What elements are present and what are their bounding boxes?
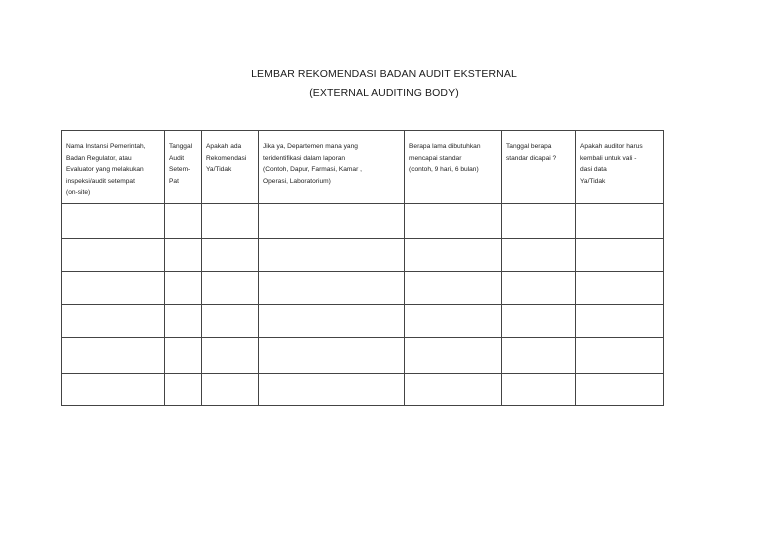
table-cell[interactable] xyxy=(165,304,202,337)
table-cell[interactable] xyxy=(62,373,165,405)
table-cell[interactable] xyxy=(202,337,259,373)
header-cell-audit-date: Tanggal Audit Setem- Pat xyxy=(165,131,202,204)
header-cell-institution: Nama Instansi Pemerintah, Badan Regulator, atau Evaluator yang melakukan inspeksi/audit setempat (on-site) xyxy=(62,131,165,204)
table-cell[interactable] xyxy=(576,238,664,271)
table-cell[interactable] xyxy=(259,337,405,373)
table-cell[interactable] xyxy=(502,373,576,405)
document-title: LEMBAR REKOMENDASI BADAN AUDIT EKSTERNAL xyxy=(251,68,517,80)
document-subtitle: (EXTERNAL AUDITING BODY) xyxy=(309,87,459,99)
table-cell[interactable] xyxy=(576,304,664,337)
table-cell[interactable] xyxy=(62,304,165,337)
table-cell[interactable] xyxy=(202,304,259,337)
header-cell-duration: Berapa lama dibutuhkan mencapai standar (contoh, 9 hari, 6 bulan) xyxy=(405,131,502,204)
table-cell[interactable] xyxy=(405,337,502,373)
table-cell[interactable] xyxy=(165,373,202,405)
table-cell[interactable] xyxy=(502,304,576,337)
table-cell[interactable] xyxy=(62,238,165,271)
table-cell[interactable] xyxy=(405,373,502,405)
table-row xyxy=(62,271,664,304)
header-cell-revalidation: Apakah auditor harus kembali untuk vali - dasi data Ya/Tidak xyxy=(576,131,664,204)
table-header-row xyxy=(62,131,664,204)
table-cell[interactable] xyxy=(165,238,202,271)
table-cell[interactable] xyxy=(576,271,664,304)
table-cell[interactable] xyxy=(202,373,259,405)
table-cell[interactable] xyxy=(259,304,405,337)
table-cell[interactable] xyxy=(259,373,405,405)
table-cell[interactable] xyxy=(502,271,576,304)
table-cell[interactable] xyxy=(165,203,202,238)
table-cell[interactable] xyxy=(259,271,405,304)
table-cell[interactable] xyxy=(405,238,502,271)
table-row xyxy=(62,304,664,337)
header-cell-standard-date: Tanggal berapa standar dicapai ? xyxy=(502,131,576,204)
table-cell[interactable] xyxy=(202,238,259,271)
table-row xyxy=(62,337,664,373)
table-row xyxy=(62,373,664,405)
table-cell[interactable] xyxy=(576,203,664,238)
table-cell[interactable] xyxy=(502,337,576,373)
header-cell-recommendation: Apakah ada Rekomendasi Ya/Tidak xyxy=(202,131,259,204)
table-cell[interactable] xyxy=(502,203,576,238)
table-cell[interactable] xyxy=(62,271,165,304)
table-row xyxy=(62,203,664,238)
table-cell[interactable] xyxy=(259,238,405,271)
table-cell[interactable] xyxy=(165,271,202,304)
table-cell[interactable] xyxy=(62,337,165,373)
table-cell[interactable] xyxy=(165,337,202,373)
table-cell[interactable] xyxy=(576,373,664,405)
table-row xyxy=(62,238,664,271)
table-cell[interactable] xyxy=(202,203,259,238)
table-cell[interactable] xyxy=(259,203,405,238)
table-cell[interactable] xyxy=(405,271,502,304)
recommendation-table xyxy=(61,130,664,406)
header-cell-department: Jika ya, Departemen mana yang teridentifikasi dalam laporan (Contoh, Dapur, Farmasi, Kamar , Operasi, Laboratorium) xyxy=(259,131,405,204)
table-cell[interactable] xyxy=(62,203,165,238)
table-cell[interactable] xyxy=(405,203,502,238)
table-cell[interactable] xyxy=(405,304,502,337)
table-cell[interactable] xyxy=(502,238,576,271)
table-cell[interactable] xyxy=(202,271,259,304)
table-cell[interactable] xyxy=(576,337,664,373)
